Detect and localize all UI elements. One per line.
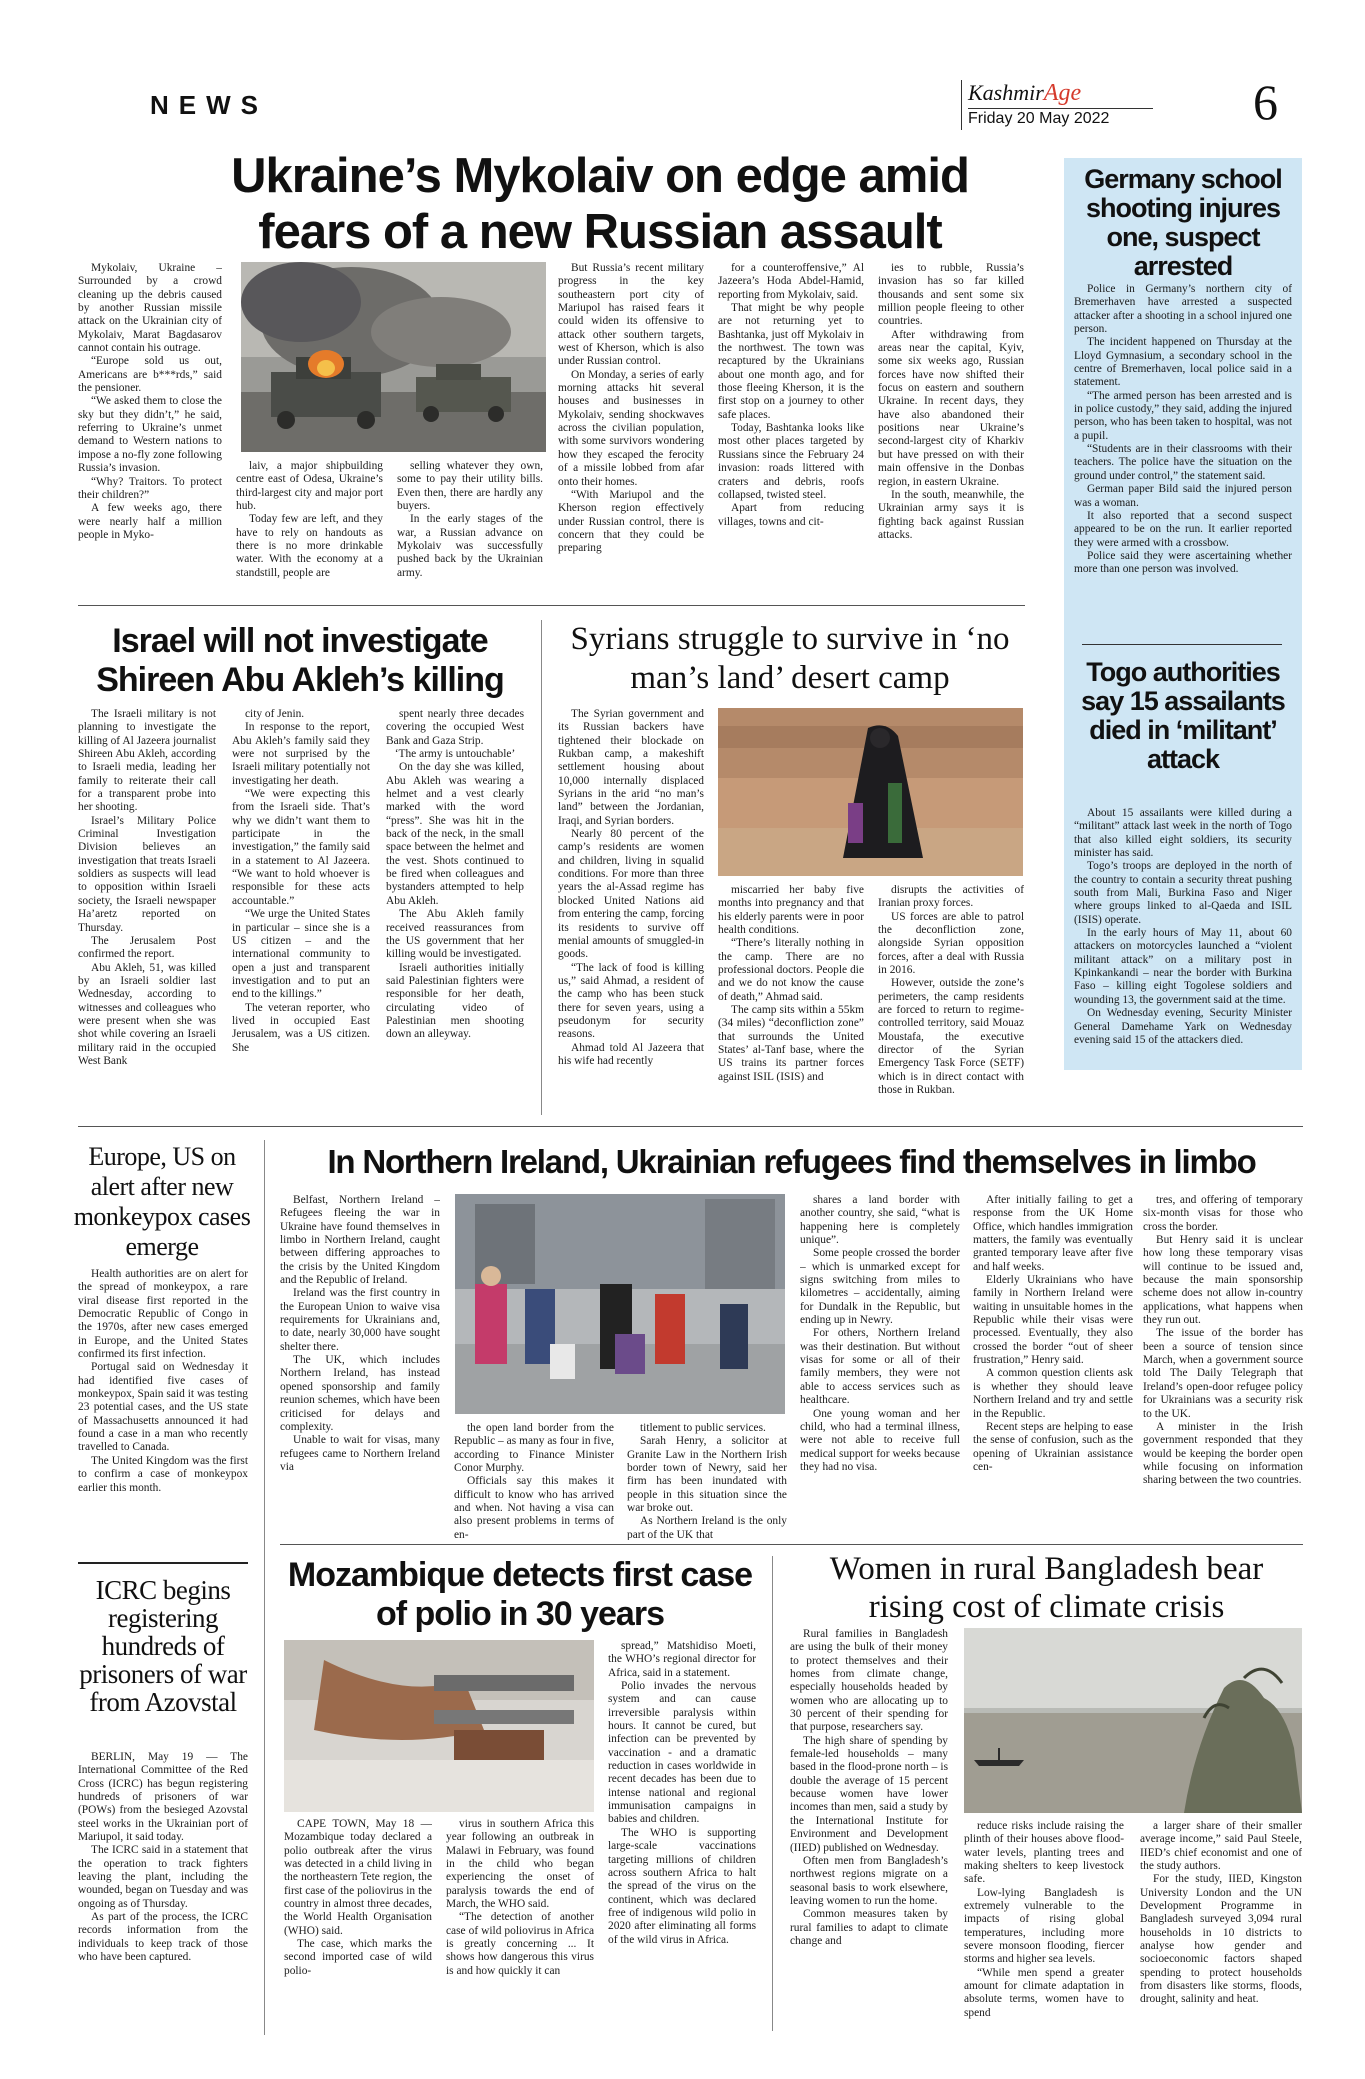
paragraph: BERLIN, May 19 — The International Committee of the Red Cross (ICRC) has begun registering hundreds of prisoners of war (POWs) from the besieged Azovstal steel works in the Ukrainian port of Mariupol, it said today. [78, 1751, 248, 1844]
paragraph: Police said they were ascertaining whether more than one person was involved. [1074, 549, 1292, 576]
headline-ukraine: Ukraine’s Mykolaiv on edge amid fears of a new Russian assault [231, 149, 969, 259]
headline-nireland: In Northern Ireland, Ukrainian refugees find themselves in limbo [327, 1143, 1256, 1180]
paragraph: Unable to wait for visas, many refugees came to Northern Ireland via [280, 1434, 440, 1473]
paragraph: “The armed person has been arrested and is in police custody,” they said, adding the injured person, who has been taken to hospital, was not a pupil. [1074, 389, 1292, 442]
paragraph: Elderly Ukrainians who have family in Northern Ireland were waiting in unsuitable homes in the Republic while their visas were processed. Eventually, they also crossed the border “out of sheer frustration,” Henry said. [973, 1274, 1133, 1367]
ukraine-col-4 [558, 262, 704, 592]
nireland-col-3 [627, 1422, 787, 1540]
headline-monkeypox: Europe, US on alert after new monkeypox cases emerge [73, 1142, 251, 1261]
paragraph: One young woman and her child, who had a terminal illness, were not able to receive full medical support for weeks because they had no visa. [800, 1407, 960, 1473]
paragraph: In the early stages of the war, a Russian advance on Mykolaiv was successfully pushed back by the Ukrainian army. [397, 513, 543, 579]
ukraine-col-6 [878, 262, 1024, 592]
paragraph: Today few are left, and they have to rely on handouts as there is no more drinkable water. With the economy at a standstill, people are [236, 513, 383, 579]
brand-logo [968, 80, 1081, 110]
vertical-divider [541, 620, 542, 1115]
paragraph: The WHO is supporting large-scale vaccinations targeting millions of children across southern Africa to halt the spread of the virus on the continent, which was declared free of indigenous wild polio in 2020 after eliminating all forms of the wild virus in Africa. [608, 1826, 756, 1946]
israel-col-3 [386, 708, 524, 1116]
paragraph: Belfast, Northern Ireland – Refugees fleeing the war in Ukraine have found themselves in limbo in Northern Ireland, caught between differing approaches to the crisis by the United Kingdom and the Republic of Ireland. [280, 1194, 440, 1287]
sidebar-divider [1082, 644, 1282, 645]
paragraph: On Wednesday evening, Security Minister General Damehame Yark on Wednesday evening said 15 of the attackers died. [1074, 1007, 1292, 1046]
paragraph: “Students are in their classrooms with their teachers. The police have the situation on the ground under control,” the statement said. [1074, 443, 1292, 482]
paragraph: “There’s literally nothing in the camp. There are no professional doctors. People die and we do not know the cause of death,” Ahmad said. [718, 937, 864, 1003]
paragraph: After initially failing to get a response from the UK Home Office, which handles immigration matters, the family was eventually granted temporary leave after five and half weeks. [973, 1194, 1133, 1273]
paragraph: In the south, meanwhile, the Ukrainian army says it is fighting back against Russian attacks. [878, 488, 1024, 541]
paragraph: Portugal said on Wednesday it had identified five cases of monkeypox, Spain said it was testing 23 potential cases, and the US state of Massachusetts announced it had found a case in a man who recently travelled to Canada. [78, 1361, 248, 1454]
headline-israel: Israel will not investigate Shireen Abu Akleh’s killing [96, 622, 504, 699]
syria-col-3 [878, 884, 1024, 1116]
paragraph: Apart from reducing villages, towns and cit- [718, 502, 864, 528]
paragraph: Polio invades the nervous system and can cause irreversible paralysis within hours. It cannot be cured, but infection can be prevented by vaccination - and a dramatic reduction in cases worldwide in recent decades has been due to intense national and regional immunisation campaigns in babies and children. [608, 1680, 756, 1826]
ukraine-col-2 [236, 460, 383, 592]
section-label: NEWS [150, 90, 268, 120]
paragraph: As part of the process, the ICRC records information from the individuals to keep track of those who have been captured. [78, 1911, 248, 1964]
paragraph: “We asked them to close the sky but they didn’t,” he said, referring to Ukraine’s unmet demand to Western nations to impose a no-fly zone following Russia’s invasion. [78, 395, 222, 475]
paragraph: spent nearly three decades covering the occupied West Bank and Gaza Strip. [386, 708, 524, 747]
paragraph: Low-lying Bangladesh is extremely vulnerable to the impacts of rising global temperatures, including more severe monsoon flooding, fiercer storms and higher sea levels. [964, 1886, 1124, 1966]
paragraph: titlement to public services. [640, 1422, 766, 1434]
paragraph: Togo’s troops are deployed in the north of the country to contain a security threat pushing south from Mali, Burkina Faso and Niger where groups linked to al-Qaeda and ISIL (ISIS) operate. [1074, 860, 1292, 926]
headline-togo: Togo authorities say 15 assailants died in ‘militant’ attack [1081, 657, 1285, 774]
paragraph: CAPE TOWN, May 18 — Mozambique today declared a polio outbreak after the virus was detected in a child living in the northeastern Tete region, the first case of the poliovirus in the country in almost three decades, the World Health Organisation (WHO) said. [284, 1818, 432, 1937]
paragraph: city of Jenin. [245, 708, 305, 720]
paragraph: “While men spend a greater amount for climate adaptation in absolute terms, women have to spend [964, 1966, 1124, 2019]
paragraph: Abu Akleh, 51, was killed by an Israeli soldier last Wednesday, according to witnesses and colleagues who were present when she was shot while covering an Israeli military raid in the occupied West Bank [78, 961, 216, 1067]
bangladesh-photo [964, 1628, 1302, 1813]
paragraph: Officials say this makes it difficult to know who has arrived and when. Not having a visa can also present problems in terms of en- [454, 1475, 614, 1540]
paragraph: The veteran reporter, who lived in occupied East Jerusalem, was a US citizen. She [232, 1001, 370, 1054]
bangladesh-col-1 [790, 1628, 948, 2030]
paragraph: For others, Northern Ireland was their destination. But without visas for some or all of their family members, they were not able to access services such as healthcare. [800, 1327, 960, 1407]
paragraph: a larger share of their smaller average income,” said Paul Steele, IIED’s chief economist and one of the study authors. [1140, 1820, 1302, 1873]
paragraph: virus in southern Africa this year following an outbreak in Malawi in February, was found in the child who began experiencing the onset of paralysis towards the end of March, the WHO said. [446, 1818, 594, 1911]
paragraph: the open land border from the Republic – as many as four in five, according to Finance Minister Conor Murphy. [454, 1422, 614, 1475]
icrc-body [78, 1751, 248, 2027]
ukraine-photo [241, 262, 546, 452]
paragraph: Some people crossed the border – which is unmarked except for signs switching from miles to kilometres – accidentally, aiming for Dundalk in the Republic, but ending up in Newry. [800, 1247, 960, 1327]
paragraph: laiv, a major shipbuilding centre east of Odesa, Ukraine’s third-largest city and major port hub. [236, 460, 383, 513]
paragraph: On Monday, a series of early morning attacks hit several houses and businesses in Mykolaiv, sending shockwaves across the civilian population, with some survivors wondering how they escaped the ferocity of a missile lobbed from afar onto their homes. [558, 368, 704, 488]
divider [280, 1544, 1303, 1545]
bangladesh-col-3 [1140, 1820, 1302, 2030]
syria-photo [718, 708, 1023, 876]
paragraph: The ICRC said in a statement that the operation to track fighters leaving the plant, including the wounded, began on Tuesday and was ongoing as of Thursday. [78, 1844, 248, 1910]
paragraph: “Europe sold us out, Americans are b***rds,” said the pensioner. [78, 355, 222, 395]
headline-bangladesh: Women in rural Bangladesh bear rising cost of climate crisis [829, 1551, 1264, 1625]
paragraph: Recent steps are helping to ease the sense of confusion, such as the opening of Ukrainian assistance cen- [973, 1420, 1133, 1473]
israel-col-1 [78, 708, 216, 1116]
paragraph: US forces are able to patrol the deconfliction zone, alongside Syrian opposition forces, after a deal with Russia in 2016. [878, 910, 1024, 977]
polio-col-3 [608, 1640, 756, 2030]
paragraph: The issue of the border has been a source of tension since March, when a government source told The Daily Telegraph that Ireland’s open-door refugee policy for Ukrainians was a security risk to the UK. [1143, 1327, 1303, 1420]
nireland-col-5 [973, 1194, 1133, 1539]
paragraph: disrupts the activities of Iranian proxy forces. [878, 884, 1024, 910]
masthead-divider [961, 80, 962, 130]
paragraph: Common measures taken by rural families to adapt to climate change and [790, 1908, 948, 1947]
paragraph: But Russia’s recent military progress in the key southeastern port city of Mariupol has raised fears it could widen its offensive to attack other southern targets, west of Kherson, which is also under Russian control. [558, 262, 704, 368]
germany-body [1074, 283, 1292, 633]
polio-col-2 [446, 1818, 594, 2030]
nireland-col-1 [280, 1194, 440, 1539]
paragraph: for a counteroffensive,” Al Jazeera’s Hoda Abdel-Hamid, reporting from Mykolaiv, said. [718, 262, 864, 301]
ukraine-col-5 [718, 262, 864, 592]
paragraph: “Why? Traitors. To protect their children?” [78, 475, 222, 501]
paragraph: The Abu Akleh family received reassurances from the US government that her killing would be investigated. [386, 908, 524, 961]
page-number: 6 [1253, 74, 1278, 130]
syria-col-2 [718, 884, 864, 1116]
vertical-divider [264, 1140, 265, 2035]
headline-icrc: ICRC begins registering hundreds of prisoners of war from Azovstal [79, 1575, 247, 1717]
paragraph: “We were expecting this from the Israeli side. That’s why we didn’t want them to participate in the investigation,” the family said in a statement to Al Jazeera. “We want to hold whoever is responsible for these acts accountable.” [232, 788, 370, 907]
paragraph: The Jerusalem Post confirmed the report. [78, 934, 216, 961]
paragraph: The high share of spending by female-led households – many based in the flood-prone north – is double the average of 15 percent because women have lower incomes than men, said a study by the International Institute for Environment and Development (IIED) published on Wednesday. [790, 1734, 948, 1854]
paragraph: Mykolaiv, Ukraine – Surrounded by a crowd cleaning up the debris caused by another Russian missile attack on the Ukrainian city of Mykolaiv, Marat Bagdasarov cannot contain his outrage. [78, 262, 222, 355]
paragraph: A minister in the Irish government responded that they would be keeping the border open while focusing on information sharing between the two countries. [1143, 1420, 1303, 1487]
paragraph: After withdrawing from areas near the capital, Kyiv, some six weeks ago, Russian forces have now shifted their focus on eastern and southern Ukraine. In recent days, they have also abandoned their positions near Ukraine’s second-largest city of Kharkiv but have pressed on with their main offensive in the Donbas region, in eastern Ukraine. [878, 328, 1024, 488]
paragraph: “We urge the United States in particular – since she is a US citizen – and the international community to open a just and transparent investigation and to put an end to the killings.” [232, 908, 370, 1001]
israel-col-2 [232, 708, 370, 1116]
headline-germany: Germany school shooting injures one, suspect arrested [1084, 164, 1282, 281]
paragraph: tres, and offering of temporary six-month visas for those who cross the border. [1143, 1194, 1303, 1233]
paragraph: The Syrian government and its Russian backers have tightened their blockade on Rukban camp, a makeshift settlement housing about 10,000 internally displaced Syrians in the arid “no man’s land” between the Jordanian, Iraqi, and Syrian borders. [558, 708, 704, 827]
polio-col-1 [284, 1818, 432, 2030]
polio-photo [284, 1640, 594, 1812]
paragraph: That might be why people are not returning yet to Bashtanka, just off Mykolaiv in the northwest. The town was recaptured by the Ukrainians about one month ago, and for those fleeing Kherson, it is the first stop on a journey to other safe places. [718, 302, 864, 421]
paragraph: In response to the report, Abu Akleh’s family said they were not surprised by the Israeli military potentially not investigating her death. [232, 721, 370, 787]
paragraph: A common question clients ask is whether they should leave Northern Ireland and try and settle in the Republic. [973, 1367, 1133, 1420]
paragraph: It also reported that a second suspect appeared to be on the run. It earlier reported they were armed with a crossbow. [1074, 509, 1292, 549]
paragraph: Often men from Bangladesh’s northwest regions migrate on a seasonal basis to work elsewhere, leaving women to run the home. [790, 1854, 948, 1907]
ukraine-col-1 [78, 262, 222, 592]
paragraph: spread,” Matshidiso Moeti, the WHO’s regional director for Africa, said in a statement. [608, 1640, 756, 1679]
nireland-col-2 [454, 1422, 614, 1540]
brand-name: Kashmir [968, 80, 1044, 105]
paragraph: shares a land border with another country, she said, “what is happening here is completely unique”. [800, 1194, 960, 1247]
paragraph: About 15 assailants were killed during a “militant” attack last week in the north of Togo that also killed eight soldiers, its security minister has said. [1074, 807, 1292, 860]
paragraph: The United Kingdom was the first to confirm a case of monkeypox earlier this month. [78, 1454, 248, 1494]
paragraph: The Israeli military is not planning to investigate the killing of Al Jazeera journalist Shireen Abu Akleh, according to Israeli media, leading her family to reiterate their call for a transparent probe into her shooting. [78, 708, 216, 814]
paragraph: Israel’s Military Police Criminal Investigation Division believes an investigation that treats Israeli soldiers as suspects will lead to opposition within Israeli society, the Israeli newspaper Ha’aretz reported on Thursday. [78, 814, 216, 934]
paragraph: The incident happened on Thursday at the Lloyd Gymnasium, a secondary school in the centre of Bremerhaven, local police said in a statement. [1074, 336, 1292, 389]
paragraph: Sarah Henry, a solicitor at Granite Law in the Northern Irish border town of Newry, said her firm has been inundated with people in this situation since the war broke out. [627, 1435, 787, 1515]
paragraph: But Henry said it is unclear how long these temporary visas will continue to be issued and, because the main sponsorship scheme does not allow in-country applications, what happens when they run out. [1143, 1234, 1303, 1327]
nireland-col-4 [800, 1194, 960, 1539]
paragraph: On the day she was killed, Abu Akleh was wearing a helmet and a vest clearly marked with the word “press”. She was hit in the back of the neck, in the small space between the helmet and the vest. Shots continued to be fired when colleagues and bystanders attempted to help Abu Akleh. [386, 761, 524, 907]
paragraph: Ahmad told Al Jazeera that his wife had recently [558, 1041, 704, 1067]
paragraph: “The detection of another case of wild poliovirus in Africa is greatly concerning ... It shows how dangerous this virus is and how quickly it can [446, 1911, 594, 1977]
paragraph: “With Mariupol and the Kherson region effectively under Russian control, there is concern that they could be preparing [558, 488, 704, 555]
paragraph: Police in Germany’s northern city of Bremerhaven have arrested a suspected attacker after a shooting in a school injured one person. [1074, 283, 1292, 336]
paragraph: The case, which marks the second imported case of wild polio- [284, 1938, 432, 1977]
headline-syria: Syrians struggle to survive in ‘no man’s land’ desert camp [570, 621, 1010, 696]
divider [78, 1562, 248, 1564]
paragraph: German paper Bild said the injured person was a woman. [1074, 483, 1292, 509]
paragraph: ies to rubble, Russia’s invasion has so far killed thousands and sent some six million people fleeing to other countries. [878, 262, 1024, 328]
paragraph: selling whatever they own, some to pay their utility bills. Even then, there are hardly any buyers. [397, 460, 543, 513]
paragraph: In the early hours of May 11, about 60 attackers on motorcycles launched a “violent militant attack” on a military post in Kpinkankandi – near the border with Burkina Faso – killing eight Togolese soldiers and wounding 13, the government said at the time. [1074, 927, 1292, 1006]
paragraph: The camp sits within a 55km (34 miles) “deconfliction zone” that surrounds the United States’ al-Tanf base, where the US trains its partner forces against ISIL (ISIS) and [718, 1004, 864, 1083]
bangladesh-col-2 [964, 1820, 1124, 2030]
paragraph: Nearly 80 percent of the camp’s residents are women and children, living in squalid conditions. For more than three years the al-Assad regime has blocked United Nations aid from entering the camp, forcing its residents to survive off menial amounts of smuggled-in goods. [558, 828, 704, 961]
brand-name-accent: Age [1043, 80, 1082, 106]
nireland-photo [455, 1194, 785, 1414]
togo-body [1074, 807, 1292, 1062]
subhead: ‘The army is untouchable’ [394, 748, 516, 761]
paragraph: “The lack of food is killing us,” said Ahmad, a resident of the camp who has been stuck there for seven years, using a pseudonym for security reasons. [558, 961, 704, 1041]
paragraph: The UK, which includes Northern Ireland, has instead opened sponsorship and family reunion schemes, which have been criticised for delays and complexity. [280, 1354, 440, 1433]
vertical-divider [772, 1556, 773, 2031]
masthead-underline [968, 108, 1153, 109]
paragraph: Israeli authorities initially said Palestinian fighters were responsible for her death, circulating video of Palestinian men shooting down an alleyway. [386, 961, 524, 1041]
paragraph: Rural families in Bangladesh are using the bulk of their money to protect themselves and their homes from climate change, especially households headed by women who are allocating up to 30 percent of their spending for that purpose, researchers say. [790, 1628, 948, 1734]
paragraph: However, outside the zone’s perimeters, the camp residents are forced to return to regime-controlled territory, said Mouaz Moustafa, the executive director of the Syrian Emergency Task Force (SETF) which is in direct contact with those in Rukban. [878, 977, 1024, 1097]
paragraph: A few weeks ago, there were nearly half a million people in Myko- [78, 502, 222, 541]
paragraph: Today, Bashtanka looks like most other places targeted by Russians since the February 24 invasion: roads littered with craters and debris, roofs collapsed, twisted steel. [718, 422, 864, 501]
monkeypox-body [78, 1268, 248, 1568]
paragraph: As Northern Ireland is the only part of the UK that [627, 1515, 787, 1540]
ukraine-col-3 [397, 460, 543, 592]
divider [78, 605, 1025, 606]
headline-polio: Mozambique detects first case of polio in 30 years [287, 1556, 753, 1633]
divider [78, 1126, 1303, 1127]
paragraph: Health authorities are on alert for the spread of monkeypox, a rare viral disease first reported in the Democratic Republic of Congo in the 1970s, after new cases emerged in Europe, and the United States confirmed its first infection. [78, 1268, 248, 1361]
paragraph: For the study, IIED, Kingston University London and the UN Development Programme in Bangladesh surveyed 3,094 rural households in 10 districts to analyse how gender and socioeconomic factors shaped spending to protect households from disasters like storms, floods, drought, salinity and heat. [1140, 1873, 1302, 2006]
syria-col-1 [558, 708, 704, 1116]
paragraph: Ireland was the first country in the European Union to waive visa requirements for Ukrainians and, to date, nearly 30,000 have sought shelter there. [280, 1287, 440, 1353]
issue-date: Friday 20 May 2022 [968, 110, 1110, 127]
paragraph: reduce risks include raising the plinth of their houses above flood-water levels, planting trees and making shelters to keep livestock safe. [964, 1820, 1124, 1886]
paragraph: miscarried her baby five months into pregnancy and that his elderly parents were in poor health conditions. [718, 884, 864, 937]
nireland-col-6 [1143, 1194, 1303, 1539]
